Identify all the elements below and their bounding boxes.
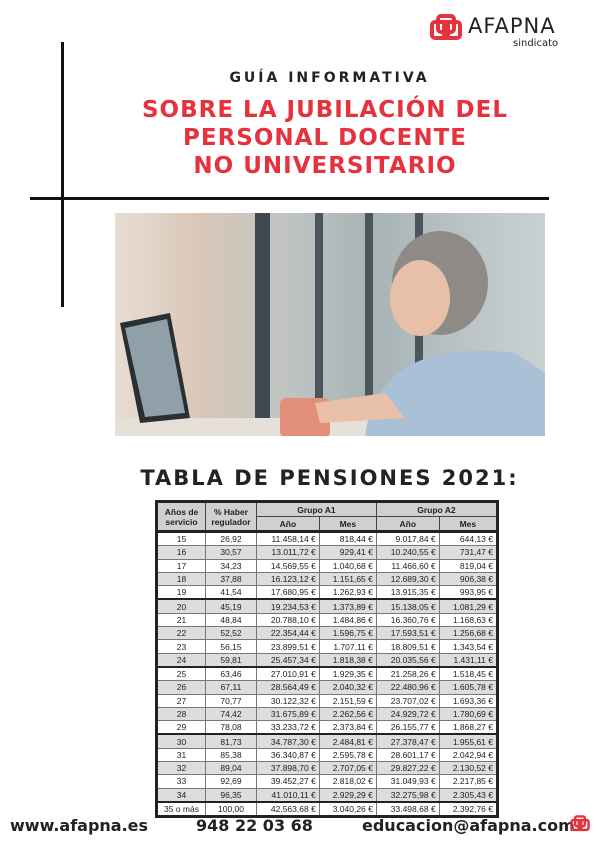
table-row <box>157 721 498 735</box>
cell-percent: 52,52 <box>206 627 257 640</box>
page-title <box>95 96 555 180</box>
cell-percent: 37,88 <box>206 572 257 585</box>
cell-percent: 59,81 <box>206 653 257 667</box>
cell-a2-month: 819,04 € <box>439 559 497 572</box>
table-row <box>157 613 498 626</box>
cell-a1-month: 1.929,35 € <box>319 667 376 681</box>
cell-percent: 34,23 <box>206 559 257 572</box>
cell-a2-year: 26.155,77 € <box>376 721 439 735</box>
cell-a1-year: 41.010,11 € <box>257 788 320 802</box>
table-row <box>157 546 498 559</box>
photo-woman-laptop <box>115 213 545 436</box>
header-group-a2: Grupo A2 <box>376 502 497 517</box>
cell-years: 25 <box>157 667 206 681</box>
cell-a1-month: 3.040,26 € <box>319 802 376 817</box>
cell-percent: 92,69 <box>206 775 257 788</box>
cell-a2-month: 644,13 € <box>439 532 497 546</box>
header-a1-month: Mes <box>319 517 376 532</box>
afapna-logo <box>428 10 598 50</box>
cell-percent: 41,54 <box>206 586 257 600</box>
cell-a1-month: 2.484,81 € <box>319 734 376 748</box>
cell-a2-year: 33.498,68 € <box>376 802 439 817</box>
cell-years: 18 <box>157 572 206 585</box>
cell-a1-year: 23.899,51 € <box>257 640 320 653</box>
cell-a1-month: 2.707,05 € <box>319 762 376 775</box>
cell-a1-month: 2.151,59 € <box>319 694 376 707</box>
cell-a2-month: 1.168,63 € <box>439 613 497 626</box>
cell-percent: 96,35 <box>206 788 257 802</box>
cell-years: 26 <box>157 681 206 694</box>
title-line: SOBRE LA JUBILACIÓN DEL <box>141 97 509 123</box>
cell-a2-year: 15.138,05 € <box>376 599 439 613</box>
header-percent: % Haber regulador <box>206 502 257 532</box>
table-row <box>157 627 498 640</box>
cell-a1-year: 33.233,72 € <box>257 721 320 735</box>
cell-years: 28 <box>157 707 206 720</box>
footer-email[interactable]: educacion@afapna.com <box>362 816 575 835</box>
cell-a2-year: 17.593,51 € <box>376 627 439 640</box>
table-row <box>157 532 498 546</box>
cell-percent: 100,00 <box>206 802 257 817</box>
cell-a1-year: 20.788,10 € <box>257 613 320 626</box>
cell-percent: 81,73 <box>206 734 257 748</box>
pension-table <box>155 500 499 818</box>
cell-a2-year: 12.689,30 € <box>376 572 439 585</box>
table-row <box>157 775 498 788</box>
cell-a2-month: 1.780,69 € <box>439 707 497 720</box>
table-row <box>157 653 498 667</box>
cell-a1-month: 1.484,86 € <box>319 613 376 626</box>
header-a2-year: Año <box>376 517 439 532</box>
cell-a2-year: 11.466,60 € <box>376 559 439 572</box>
table-row <box>157 762 498 775</box>
header-years: Años de servicio <box>157 502 206 532</box>
footer-website[interactable]: www.afapna.es <box>10 816 149 835</box>
cell-a2-month: 993,95 € <box>439 586 497 600</box>
cell-years: 21 <box>157 613 206 626</box>
cell-percent: 78,08 <box>206 721 257 735</box>
cell-years: 33 <box>157 775 206 788</box>
cell-a2-year: 23.707,02 € <box>376 694 439 707</box>
cell-a1-year: 13.011,72 € <box>257 546 320 559</box>
table-row <box>157 681 498 694</box>
cell-percent: 67,11 <box>206 681 257 694</box>
cell-a2-month: 1.518,45 € <box>439 667 497 681</box>
cell-a2-month: 1.955,61 € <box>439 734 497 748</box>
cell-a2-month: 2.042,94 € <box>439 748 497 761</box>
cell-years: 23 <box>157 640 206 653</box>
cell-years: 31 <box>157 748 206 761</box>
cell-a1-year: 31.675,89 € <box>257 707 320 720</box>
cell-a1-month: 1.262,93 € <box>319 586 376 600</box>
cell-a2-month: 1.868,27 € <box>439 721 497 735</box>
table-row <box>157 734 498 748</box>
cell-a1-month: 2.595,78 € <box>319 748 376 761</box>
cell-a2-month: 731,47 € <box>439 546 497 559</box>
afapna-knot-icon <box>428 12 464 48</box>
cell-a2-month: 1.256,68 € <box>439 627 497 640</box>
cell-a2-month: 1.605,78 € <box>439 681 497 694</box>
cell-a2-year: 16.360,76 € <box>376 613 439 626</box>
table-row <box>157 586 498 600</box>
footer-phone: 948 22 03 68 <box>196 816 313 835</box>
cell-a2-month: 2.392,76 € <box>439 802 497 817</box>
cell-a1-year: 27.010,91 € <box>257 667 320 681</box>
cell-a1-year: 25.457,34 € <box>257 653 320 667</box>
table-row <box>157 788 498 802</box>
cell-a1-year: 16.123,12 € <box>257 572 320 585</box>
cell-percent: 70,77 <box>206 694 257 707</box>
cell-a1-year: 17.680,95 € <box>257 586 320 600</box>
cell-a2-month: 1.693,36 € <box>439 694 497 707</box>
cell-a1-month: 1.373,89 € <box>319 599 376 613</box>
cell-a2-year: 20.035,56 € <box>376 653 439 667</box>
cell-a1-month: 2.818,02 € <box>319 775 376 788</box>
table-row <box>157 599 498 613</box>
cell-percent: 26,92 <box>206 532 257 546</box>
cell-a1-month: 1.818,38 € <box>319 653 376 667</box>
cell-years: 34 <box>157 788 206 802</box>
cell-years: 30 <box>157 734 206 748</box>
table-row <box>157 559 498 572</box>
cell-a1-year: 39.452,27 € <box>257 775 320 788</box>
cell-a2-month: 906,38 € <box>439 572 497 585</box>
cell-a1-month: 2.040,32 € <box>319 681 376 694</box>
cell-a2-year: 32.275,98 € <box>376 788 439 802</box>
table-title: TABLA DE PENSIONES 2021: <box>140 466 519 490</box>
header-group-a1: Grupo A1 <box>257 502 377 517</box>
cell-a2-year: 27.378,47 € <box>376 734 439 748</box>
cell-a1-month: 818,44 € <box>319 532 376 546</box>
cell-a1-year: 22.354,44 € <box>257 627 320 640</box>
cell-years: 35 o más <box>157 802 206 817</box>
table-row <box>157 748 498 761</box>
cell-percent: 85,38 <box>206 748 257 761</box>
cell-a2-year: 24.929,72 € <box>376 707 439 720</box>
cell-years: 27 <box>157 694 206 707</box>
cell-a1-month: 2.929,29 € <box>319 788 376 802</box>
cell-a2-year: 13.915,35 € <box>376 586 439 600</box>
cell-a1-year: 11.458,14 € <box>257 532 320 546</box>
cell-a2-year: 21.258,26 € <box>376 667 439 681</box>
cell-percent: 45,19 <box>206 599 257 613</box>
cell-years: 19 <box>157 586 206 600</box>
cell-years: 16 <box>157 546 206 559</box>
cell-a2-month: 1.081,29 € <box>439 599 497 613</box>
cell-years: 24 <box>157 653 206 667</box>
cell-percent: 56,15 <box>206 640 257 653</box>
cell-a2-year: 10.240,55 € <box>376 546 439 559</box>
cell-percent: 30,57 <box>206 546 257 559</box>
cell-a2-year: 28.601,17 € <box>376 748 439 761</box>
cell-years: 32 <box>157 762 206 775</box>
cell-years: 20 <box>157 599 206 613</box>
cell-a1-month: 1.596,75 € <box>319 627 376 640</box>
cell-a2-month: 1.431,11 € <box>439 653 497 667</box>
header-a1-year: Año <box>257 517 320 532</box>
cell-a1-year: 36.340,87 € <box>257 748 320 761</box>
kicker: GUÍA INFORMATIVA <box>229 70 430 86</box>
cell-percent: 74,42 <box>206 707 257 720</box>
cell-years: 29 <box>157 721 206 735</box>
cell-percent: 48,84 <box>206 613 257 626</box>
cell-a2-year: 22.480,96 € <box>376 681 439 694</box>
cell-a2-year: 29.827,22 € <box>376 762 439 775</box>
cell-a2-year: 9.017,84 € <box>376 532 439 546</box>
table-row <box>157 640 498 653</box>
cell-a1-year: 42.563,68 € <box>257 802 320 817</box>
table-row <box>157 707 498 720</box>
cell-a2-month: 2.305,43 € <box>439 788 497 802</box>
logo-brand: AFAPNA <box>468 14 556 38</box>
cell-a2-month: 2.217,85 € <box>439 775 497 788</box>
cell-percent: 63,46 <box>206 667 257 681</box>
table-row <box>157 572 498 585</box>
cell-a2-year: 18.809,51 € <box>376 640 439 653</box>
cell-percent: 89,04 <box>206 762 257 775</box>
logo-tagline: sindicato <box>513 38 559 49</box>
cell-a1-year: 14.569,55 € <box>257 559 320 572</box>
cell-a1-year: 28.564,49 € <box>257 681 320 694</box>
cell-a1-year: 34.787,30 € <box>257 734 320 748</box>
cell-a1-month: 1.707,11 € <box>319 640 376 653</box>
horizontal-rule <box>30 197 549 200</box>
cell-a1-month: 929,41 € <box>319 546 376 559</box>
cell-a1-year: 30.122,32 € <box>257 694 320 707</box>
cell-a1-month: 1.040,68 € <box>319 559 376 572</box>
cell-a1-month: 2.262,56 € <box>319 707 376 720</box>
cell-a1-year: 19.234,53 € <box>257 599 320 613</box>
cell-years: 22 <box>157 627 206 640</box>
cell-a1-month: 1.151,65 € <box>319 572 376 585</box>
afapna-knot-icon <box>569 814 591 836</box>
cell-a2-month: 2.130,52 € <box>439 762 497 775</box>
cell-a1-year: 37.898,70 € <box>257 762 320 775</box>
title-line: NO UNIVERSITARIO <box>193 153 457 179</box>
cell-years: 17 <box>157 559 206 572</box>
title-line: PERSONAL DOCENTE <box>183 125 467 151</box>
header-a2-month: Mes <box>439 517 497 532</box>
cell-a1-month: 2.373,84 € <box>319 721 376 735</box>
table-row <box>157 802 498 817</box>
cell-years: 15 <box>157 532 206 546</box>
table-row <box>157 694 498 707</box>
cell-a2-month: 1.343,54 € <box>439 640 497 653</box>
cell-a2-year: 31.049,93 € <box>376 775 439 788</box>
table-row <box>157 667 498 681</box>
